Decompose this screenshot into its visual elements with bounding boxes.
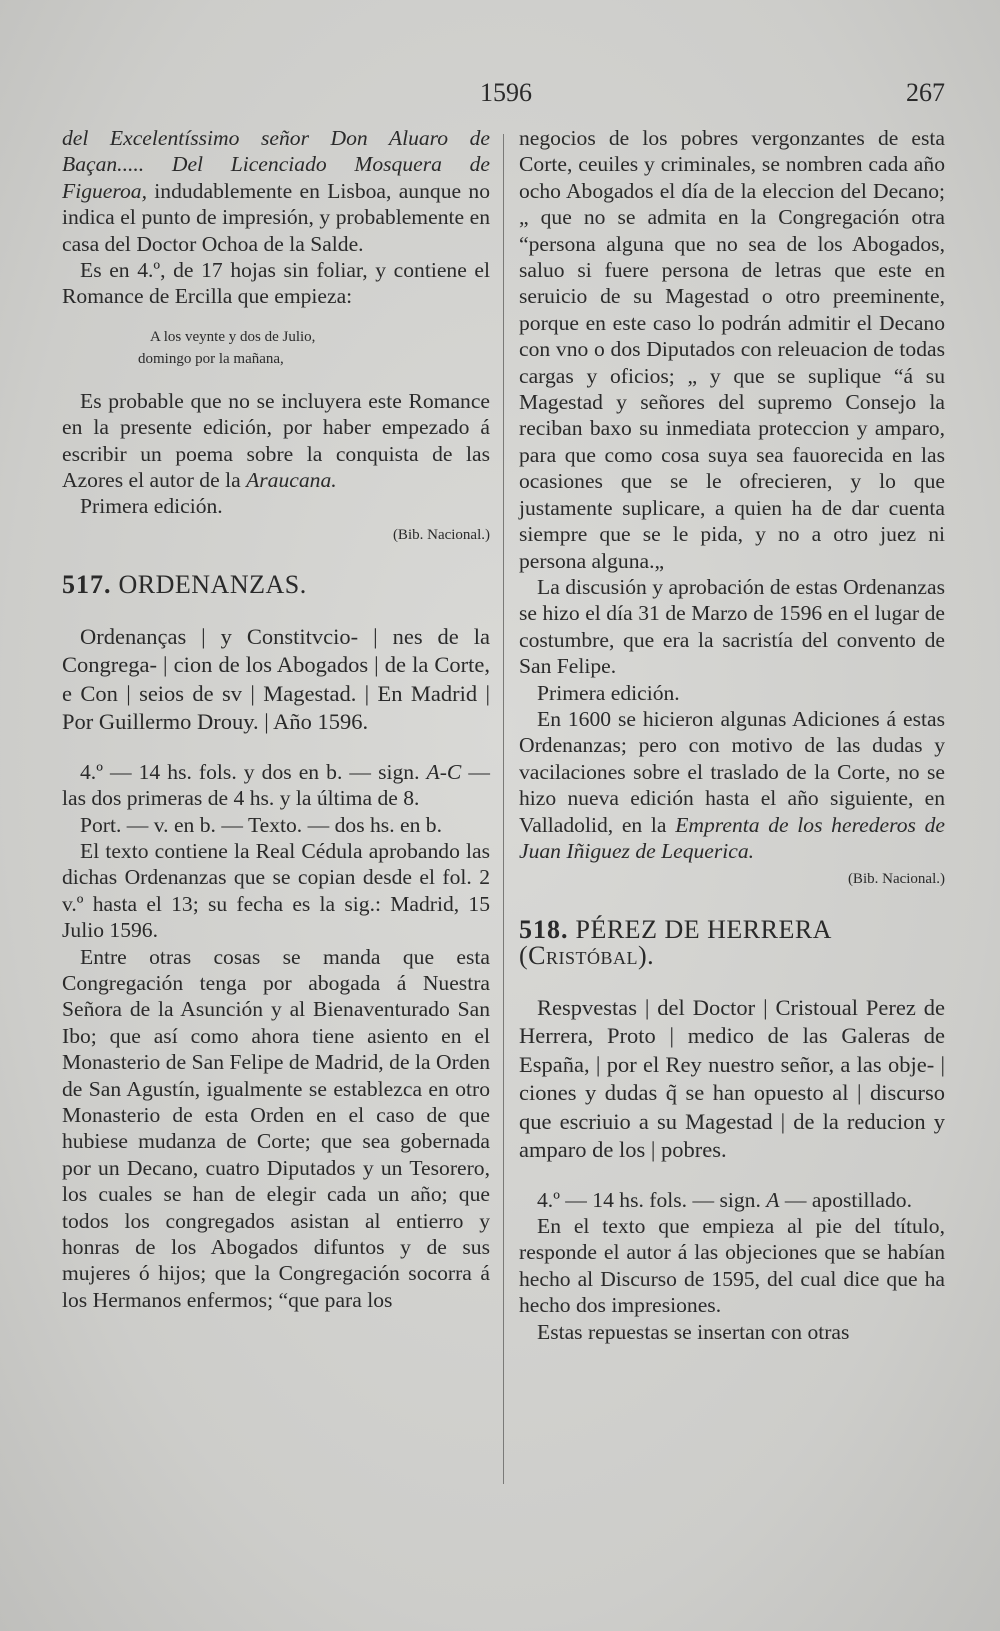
- paragraph: negocios de los pobres vergonzantes de esta Corte, ceuiles y criminales, se nombren cada año ocho Abogados el día de la eleccion del Decano; „ que no se admita en la Congregación otra “persona alguna que no sea de los Abogados, saluo si fuere persona de letras que este en seruicio de su Magestad o otro preeminente, porque en este caso lo podrán admitir el Decano con vno o dos Diputados con releuacion de todas cargas y oficios; „ y que se suplique “á su Magestad y señores del supremo Consejo la reciban baxo su inmediata proteccion y amparo, para que como cosa suya sea fauorecida en las ocasiones que se le ofrecieren, y lo que justamente suplicare, a quien ha de dar cuenta siempre que se le pida, y no a otro juez ni persona alguna.„: [519, 126, 945, 573]
- entry-title: ORDENANZAS.: [118, 570, 307, 600]
- left-column: [62, 125, 490, 1313]
- paragraph: Port. — v. en b. — Texto. — dos hs. en b.: [80, 812, 442, 837]
- paragraph: Estas repuestas se insertan con otras: [537, 1319, 850, 1344]
- paragraph: En el texto que empieza al pie del título, responde el autor á las objeciones que se habían hecho al Discurso de 1595, del cual dice que ha hecho dos impresiones.: [519, 1214, 945, 1318]
- paragraph-text: 4.º — 14 hs. fols. — sign.: [537, 1187, 767, 1212]
- page-number: 267: [906, 78, 945, 107]
- right-column: [519, 125, 945, 1345]
- column-divider: [503, 134, 504, 1484]
- paragraph: [62, 125, 490, 257]
- entry-title: PÉREZ DE HERRERA: [575, 914, 831, 944]
- paragraph: La discusión y aprobación de estas Ordenanzas se hizo el día 31 de Marzo de 1596 en el lugar de costumbre, que era la sacristía del convento de San Felipe.: [519, 574, 945, 679]
- paragraph: [62, 759, 490, 812]
- paragraph: El texto contiene la Real Cédula aprobando las dichas Ordenanzas que se copian desde el fol. 2 v.º hasta el 13; su fecha es la sig.: Madrid, 15 Julio 1596.: [62, 838, 490, 943]
- paragraph: [62, 388, 490, 494]
- italic-text: Araucana.: [246, 468, 337, 493]
- verse-line: domingo por la mañana,: [138, 350, 284, 367]
- paragraph-text: 4.º — 14 hs. fols. y dos en b. — sign.: [80, 759, 427, 784]
- verse-line: A los veynte y dos de Julio,: [150, 328, 316, 345]
- source-citation: (Bib. Nacional.): [392, 526, 490, 543]
- paragraph: Primera edición.: [80, 494, 223, 519]
- italic-text: A: [766, 1187, 780, 1212]
- running-header-year: 1596: [480, 78, 532, 107]
- entry-heading: [62, 572, 490, 598]
- title-transcription: Respvestas | del Doctor | Cristoual Perez de Herrera, Proto | medico de las Galeras de España, | por el Rey nuestro señor, a las obje- | ciones y dudas q̃ se han opuesto al | discurso que escriuio a su Magestad | de la reducion y amparo de los | pobres.: [519, 994, 945, 1163]
- paragraph-text: Es probable que no se incluyera este Romance en la presente edición, por haber empezado á escribir un poema sobre la conquista de las Azores el autor de la: [62, 388, 490, 493]
- paragraph: Entre otras cosas se manda que esta Congregación tenga por abogada á Nuestra Señora de la Asunción y al Bienaventurado San Ibo; que así como ahora tiene asiento en el Monasterio de San Felipe de Madrid, de la Orden de San Agustín, igualmente se establezca en otro Monasterio de esta Orden en el caso de que hubiese mudanza de Corte; que sea gobernada por un Decano, cuatro Diputados y un Tesorero, los cuales se han de elegir cada un año; que todos los congregados asistan al entierro y honras de los Abogados difuntos y de sus mujeres ó hijos; que la Congregación socorra á los Hermanos enfermos; “que para los: [62, 944, 490, 1312]
- paragraph: Primera edición.: [537, 680, 680, 705]
- title-transcription: Ordenanças | y Constitvcio- | nes de la Congrega- | cion de los Abogados | de la Corte, e Con | seios de sv | Magestad. | En Madrid | Por Guillermo Drouy. | Año 1596.: [62, 623, 490, 735]
- paragraph-text: En 1600 se hicieron algunas Adiciones á estas Ordenanzas; pero con motivo de las dudas y vacilaciones sobre el traslado de la Corte, no se hizo nueva edición hasta el año siguiente, en Valladolid, en la: [519, 706, 945, 837]
- source-citation: (Bib. Nacional.): [847, 871, 945, 888]
- verse-quote: [62, 326, 490, 370]
- paragraph: Es en 4.º, de 17 hojas sin foliar, y contiene el Romance de Ercilla que empieza:: [62, 258, 490, 309]
- italic-text: del Excelentíssimo señor Don Aluaro de Baçan..... Del Licenciado Mosquera de Figueroa,: [62, 126, 490, 203]
- entry-heading: [519, 914, 945, 971]
- paragraph: [519, 1187, 945, 1213]
- paragraph-text: — apostillado.: [779, 1187, 912, 1212]
- paragraph-text: indudablemente en Lisboa, aunque no indica el punto de impresión, y probablemente en casa del Doctor Ochoa de la Salde.: [62, 178, 490, 256]
- entry-number: 518.: [519, 914, 569, 944]
- entry-number: 517.: [62, 570, 112, 600]
- paragraph: [519, 706, 945, 864]
- entry-author-name: (Cristóbal).: [519, 941, 655, 971]
- italic-text: A-C: [426, 759, 462, 784]
- italic-text: Emprenta de los herederos de Juan Iñiguez de Lequerica.: [519, 812, 945, 863]
- paragraph-text: — las dos primeras de 4 hs. y la última de 8.: [62, 759, 490, 811]
